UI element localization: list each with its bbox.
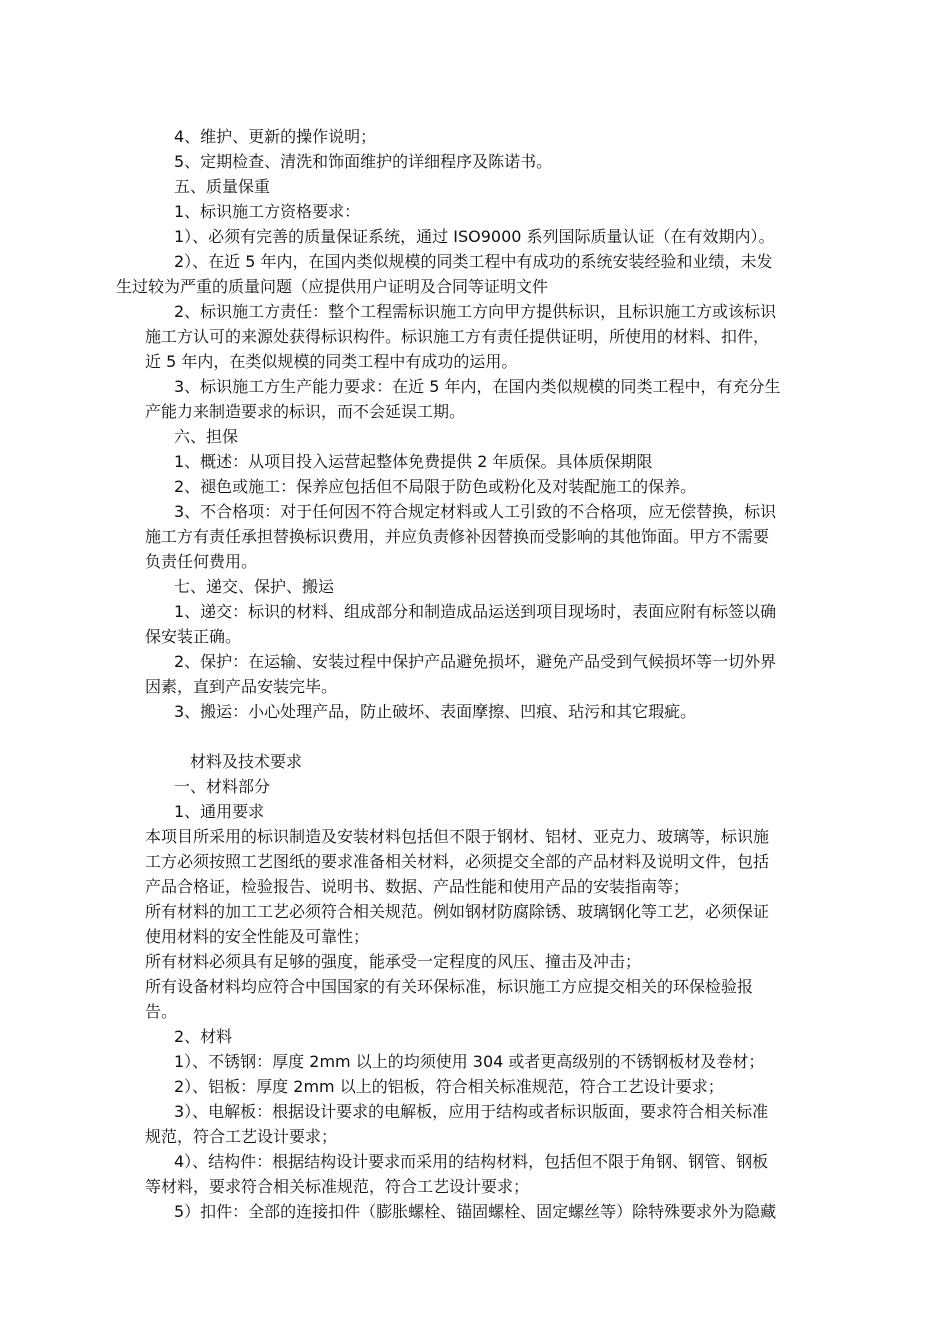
- heading: 一、材料部分: [174, 777, 271, 796]
- heading: 六、担保: [174, 427, 239, 446]
- paragraph: 4、维护、更新的操作说明；: [174, 127, 377, 146]
- paragraph: 3）、电解板：根据设计要求的电解板，应用于结构或者标识版面，要求符合相关标准 规范，符合工艺设计要求；: [145, 1102, 769, 1146]
- paragraph: 2、标识施工方责任：整个工程需标识施工方向甲方提供标识，且标识施工方或该标识 施工方认可的来源处获得标识构件。标识施工方有责任提供证明，所使用的材料、扣件， 近 5 年内，在类似规模的同类工程中有成功的运用。: [145, 302, 777, 371]
- paragraph: 1、递交：标识的材料、组成部分和制造成品运送到项目现场时，表面应附有标签以确 保安装正确。: [145, 602, 777, 646]
- paragraph: 3、标识施工方生产能力要求：在近 5 年内，在国内类似规模的同类工程中，有充分生 产能力来制造要求的标识，而不会延误工期。: [145, 377, 781, 421]
- heading: 五、质量保重: [174, 177, 271, 196]
- paragraph: 2）、铝板：厚度 2mm 以上的铝板，符合相关标准规范，符合工艺设计要求；: [174, 1077, 724, 1096]
- paragraph: 1）、不锈钢：厚度 2mm 以上的均须使用 304 或者更高级别的不锈钢板材及卷材；: [174, 1052, 765, 1071]
- heading: 七、递交、保护、搬运: [174, 577, 335, 596]
- paragraph: 所有材料的加工工艺必须符合相关规范。例如钢材防腐除锈、玻璃钢化等工艺，必须保证 使用材料的安全性能及可靠性；: [145, 902, 770, 946]
- paragraph: 2、褪色或施工：保养应包括但不局限于防色或粉化及对装配施工的保养。: [174, 477, 697, 496]
- paragraph: 1）、必须有完善的质量保证系统，通过 ISO9000 系列国际质量认证（在有效期内）。: [174, 227, 775, 246]
- paragraph: 4）、结构件：根据结构设计要求而采用的结构材料，包括但不限于角钢、钢管、钢板 等材料，要求符合相关标准规范，符合工艺设计要求；: [145, 1152, 769, 1196]
- heading: 2、材料: [174, 1027, 233, 1046]
- paragraph: 1、标识施工方资格要求：: [174, 202, 361, 221]
- paragraph: 2）、在近 5 年内，在国内类似规模的同类工程中有成功的系统安装经验和业绩，未发 生过较为严重的质量问题（应提供用户证明及合同等证明文件: [116, 252, 773, 296]
- paragraph: 5、定期检查、清洗和饰面维护的详细程序及陈诺书。: [174, 152, 553, 171]
- heading: 1、通用要求: [174, 802, 265, 821]
- section-title: 材料及技术要求: [190, 752, 303, 771]
- paragraph: 所有设备材料均应符合中国国家的有关环保标准，标识施工方应提交相关的环保检验报 告。: [145, 977, 754, 1021]
- paragraph: 3、搬运：小心处理产品，防止破坏、表面摩擦、凹痕、玷污和其它瑕疵。: [174, 702, 697, 721]
- paragraph: 所有材料必须具有足够的强度，能承受一定程度的风压、撞击及冲击；: [145, 952, 642, 971]
- paragraph: 2、保护：在运输、安装过程中保护产品避免损坏，避免产品受到气候损坏等一切外界 因素，直到产品安装完毕。: [145, 652, 777, 696]
- paragraph: 本项目所采用的标识制造及安装材料包括但不限于钢材、铝材、亚克力、玻璃等，标识施 工方必须按照工艺图纸的要求准备相关材料，必须提交全部的产品材料及说明文件，包括 产品合格证，检验报告、说明书、数据、产品性能和使用产品的安装指南等；: [145, 827, 770, 896]
- paragraph: 5）扣件：全部的连接扣件（膨胀螺栓、锚固螺栓、固定螺丝等）除特殊要求外为隐藏: [174, 1202, 777, 1221]
- paragraph: 1、概述：从项目投入运营起整体免费提供 2 年质保。具体质保期限: [174, 452, 653, 471]
- paragraph: 3、不合格项：对于任何因不符合规定材料或人工引致的不合格项，应无偿替换，标识 施工方有责任承担替换标识费用，并应负责修补因替换而受影响的其他饰面。甲方不需要 负责任何费用。: [145, 502, 777, 571]
